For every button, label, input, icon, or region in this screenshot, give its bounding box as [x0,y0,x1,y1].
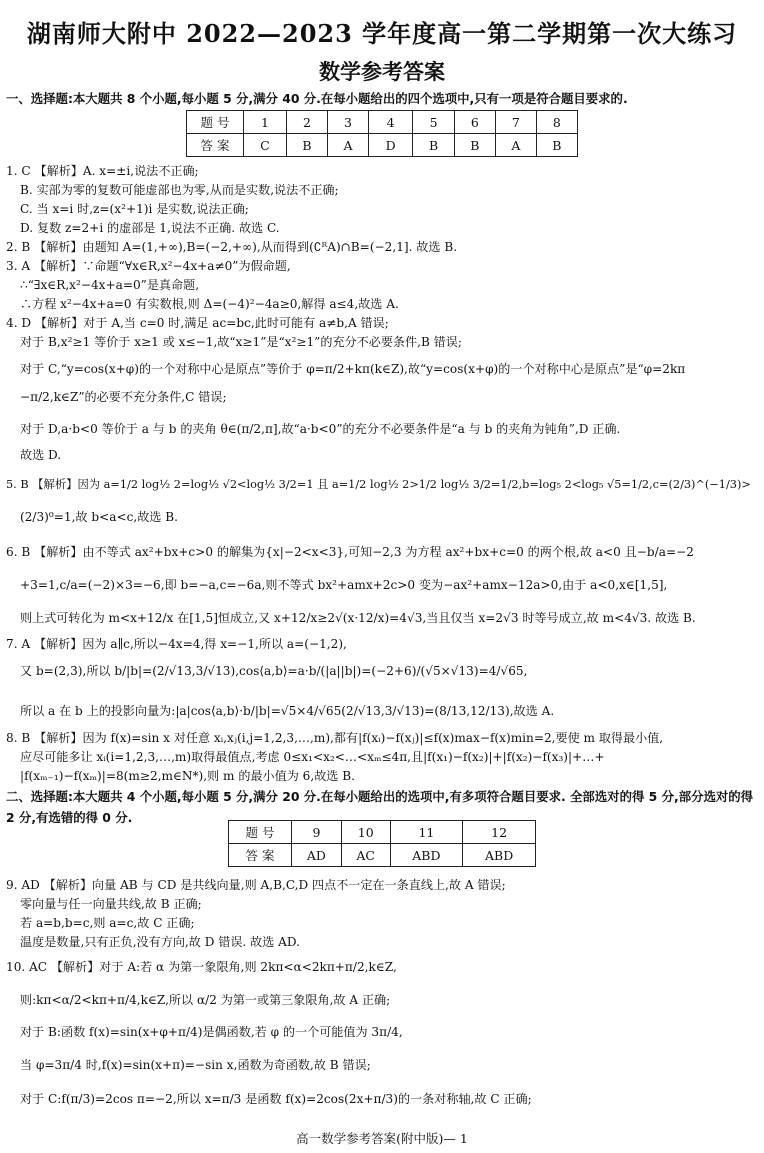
table-cell: A [328,134,369,157]
section-1-heading: 一、选择题:本大题共 8 个小题,每小题 5 分,满分 40 分.在每小题给出的四个选项中,只有一项是符合题目要求的. [6,91,628,106]
solution-line: 9. AD 【解析】向量 AB 与 CD 是共线向量,则 A,B,C,D 四点不一定在一条直线上,故 A 错误; [6,878,506,892]
row-label: 答 案 [187,134,244,157]
table-cell: 7 [496,111,537,134]
table-cell: B [454,134,495,157]
solution-line: 3. A 【解析】∵命题“∀x∈R,x²−4x+a≠0”为假命题, [6,259,291,273]
page-footer: 高一数学参考答案(附中版)— 1 [296,1131,468,1146]
table-cell: 9 [292,821,342,844]
solution-line: 应尽可能多让 xᵢ(i=1,2,3,…,m)取得最值点,考虑 0≤x₁<x₂<…<xₘ≤4π,且|f(x₁)−f(x₂)|+|f(x₂)−f(x₃)|+…+ [20,750,605,764]
table-cell: 3 [328,111,369,134]
row-label: 题 号 [187,111,244,134]
table-cell: 12 [463,821,536,844]
solution-line: 1. C 【解析】A. x=±i,说法不正确; [6,164,199,178]
answer-table-1 [186,110,578,157]
table-cell: AD [292,844,342,867]
solution-line: 对于 C,“y=cos(x+φ)的一个对称中心是原点”等价于 φ=π/2+kπ(k∈Z),故“y=cos(x+φ)的一个对称中心是原点”是“φ=2kπ [20,362,686,376]
solution-line: 当 φ=3π/4 时,f(x)=sin(x+π)=−sin x,函数为奇函数,故 B 错误; [20,1058,371,1072]
solution-line: 又 b=(2,3),所以 b/|b|=(2/√13,3/√13),cos⟨a,b⟩=a·b/(|a||b|)=(−2+6)/(√5×√13)=4/√65, [20,664,528,678]
solution-line: 对于 D,a·b<0 等价于 a 与 b 的夹角 θ∈(π/2,π],故“a·b<0”的充分不必要条件是“a 与 b 的夹角为钝角”,D 正确. [20,422,621,436]
table-cell: D [368,134,413,157]
table-cell: 5 [413,111,454,134]
table-cell: 10 [341,821,390,844]
table-cell: B [286,134,327,157]
table-row-answers [187,134,578,157]
solution-line: B. 实部为零的复数可能虚部也为零,从而是实数,说法不正确; [20,183,339,197]
solution-line: 2. B 【解析】由题知 A=(1,+∞),B=(−2,+∞),从而得到(∁ᴿA)∩B=(−2,1]. 故选 B. [6,240,458,254]
table-cell: AC [341,844,390,867]
table-cell: 1 [244,111,287,134]
solution-line: 对于 B:函数 f(x)=sin(x+φ+π/4)是偶函数,若 φ 的一个可能值为 3π/4, [20,1025,403,1039]
solution-line: 零向量与任一向量共线,故 B 正确; [20,897,202,911]
answer-table-2 [228,820,536,867]
solution-line: −π/2,k∈Z”的必要不充分条件,C 错误; [20,390,227,404]
solution-line: 温度是数量,只有正负,没有方向,故 D 错误. 故选 AD. [20,935,300,949]
table-cell: 2 [286,111,327,134]
solution-line: +3=1,c/a=(−2)×3=−6,即 b=−a,c=−6a,则不等式 bx²+amx+2c>0 变为−ax²+amx−12a>0,由于 a<0,x∈[1,5], [20,578,668,592]
solution-line: 5. B 【解析】因为 a=1/2 log½ 2=log½ √2<log½ 3/2=1 且 a=1/2 log½ 2>1/2 log½ 3/2=1/2,b=log₅ 2<log₅ √5=1/2,c=(2/3)^(−1/3)> [6,478,751,491]
solution-line: 6. B 【解析】由不等式 ax²+bx+c>0 的解集为{x|−2<x<3},可知−2,3 为方程 ax²+bx+c=0 的两个根,故 a<0 且−b/a=−2 [6,545,694,559]
table-row-numbers [187,111,578,134]
table-cell: C [244,134,287,157]
solution-line: C. 当 x=i 时,z=(x²+1)i 是实数,说法正确; [20,202,249,216]
solution-line: D. 复数 z=2+i 的虚部是 1,说法不正确. 故选 C. [20,221,280,235]
solution-line: (2/3)⁰=1,故 b<a<c,故选 B. [20,510,178,524]
section-2-heading: 二、选择题:本大题共 4 个小题,每小题 5 分,满分 20 分.在每小题给出的选项中,有多项符合题目要求. 全部选对的得 5 分,部分选对的得 2 分,有选错的得 0 分. [6,789,754,825]
solution-line: 对于 C:f(π/3)=2cos π=−2,所以 x=π/3 是函数 f(x)=2cos(2x+π/3)的一条对称轴,故 C 正确; [20,1092,532,1106]
solution-line: 则:kπ<α/2<kπ+π/4,k∈Z,所以 α/2 为第一或第三象限角,故 A 正确; [20,993,391,1007]
table-cell: ABD [390,844,463,867]
solution-line: ∴“∃x∈R,x²−4x+a=0”是真命题, [20,278,200,292]
solution-line: 10. AC 【解析】对于 A:若 α 为第一象限角,则 2kπ<α<2kπ+π/2,k∈Z, [6,960,397,974]
row-label: 题 号 [229,821,292,844]
solution-line: 7. A 【解析】因为 a∥c,所以−4x=4,得 x=−1,所以 a=(−1,2), [6,637,347,651]
table-cell: 6 [454,111,495,134]
solution-line: |f(xₘ₋₁)−f(xₘ)|=8(m≥2,m∈N*),则 m 的最小值为 6,故选 B. [20,769,355,783]
table-cell: 8 [536,111,577,134]
solution-line: 对于 B,x²≥1 等价于 x≥1 或 x≤−1,故“x≥1”是“x²≥1”的充分不必要条件,B 错误; [20,335,462,349]
table-cell: B [536,134,577,157]
solution-line: 8. B 【解析】因为 f(x)=sin x 对任意 xᵢ,xⱼ(i,j=1,2,3,…,m),都有|f(xᵢ)−f(xⱼ)|≤f(x)max−f(x)min=2,要使 m 取得最小值, [6,731,664,745]
document-subtitle: 数学参考答案 [319,59,445,84]
table-cell: ABD [463,844,536,867]
table-row-answers [229,844,536,867]
table-cell: 4 [368,111,413,134]
solution-line: ∴方程 x²−4x+a=0 有实数根,则 Δ=(−4)²−4a≥0,解得 a≤4,故选 A. [20,297,399,311]
table-row-numbers [229,821,536,844]
table-cell: B [413,134,454,157]
solution-line: 则上式可转化为 m<x+12/x 在[1,5]恒成立,又 x+12/x≥2√(x·12/x)=4√3,当且仅当 x=2√3 时等号成立,故 m<4√3. 故选 B. [20,611,696,625]
solution-line: 所以 a 在 b 上的投影向量为:|a|cos⟨a,b⟩·b/|b|=√5×4/√65(2/√13,3/√13)=(8/13,12/13),故选 A. [20,704,555,718]
solution-line: 4. D 【解析】对于 A,当 c=0 时,满足 ac=bc,此时可能有 a≠b,A 错误; [6,316,389,330]
table-cell: A [496,134,537,157]
solution-line: 故选 D. [20,448,62,462]
solution-line: 若 a=b,b=c,则 a=c,故 C 正确; [20,916,195,930]
table-cell: 11 [390,821,463,844]
document-title: 湖南师大附中 2022—2023 学年度高一第二学期第一次大练习 [26,19,738,48]
row-label: 答 案 [229,844,292,867]
